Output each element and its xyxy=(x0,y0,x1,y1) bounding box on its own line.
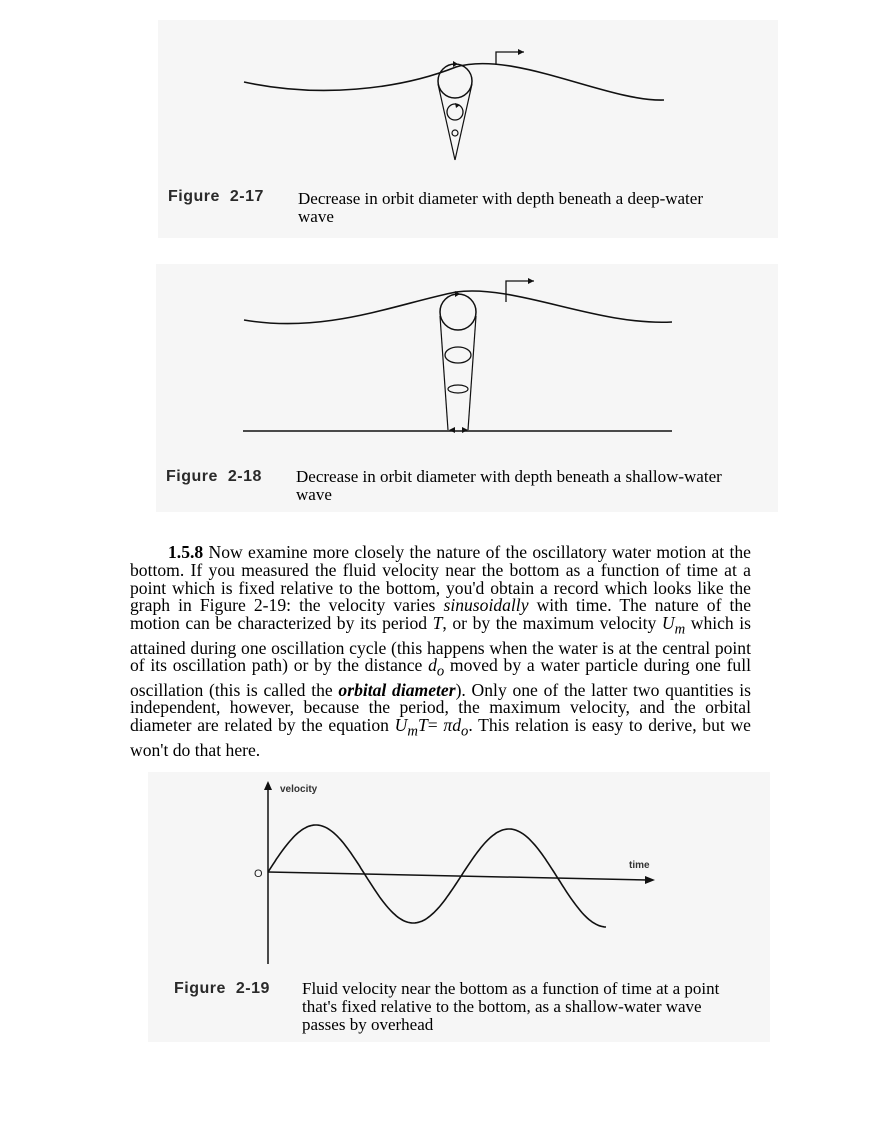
body-paragraph xyxy=(130,544,751,759)
figure-2-19-panel xyxy=(148,772,770,1042)
orbit-ellipse-middle xyxy=(445,347,471,363)
wave-surface xyxy=(244,64,664,100)
figure-2-17-panel xyxy=(158,20,778,238)
bottom-arrow-left xyxy=(449,427,455,433)
orbit-circle-top xyxy=(440,294,476,330)
x-axis-arrow xyxy=(645,876,655,884)
wave-surface xyxy=(244,291,672,324)
x-axis xyxy=(268,872,648,880)
orbit-column-left xyxy=(440,316,448,430)
orbit-circle-large xyxy=(438,64,472,98)
orbit-circle-small xyxy=(452,130,458,136)
orbit-column-right xyxy=(468,316,476,430)
figure-2-17-caption: Decrease in orbit diameter with depth beneath a deep-water wave xyxy=(298,189,703,226)
figure-2-18-label: Figure 2-18 xyxy=(166,468,262,485)
orbit-ellipse-lower xyxy=(448,385,468,393)
x-axis-label: time xyxy=(629,860,650,871)
section-number: 1.5.8 xyxy=(168,542,204,562)
paragraph-1-5-8: 1.5.8 Now examine more closely the nature of the oscillatory water motion at the bottom. If you measured the fluid velocity near the bottom as a function of time at a point which is fixed relative to the bottom, you'd obtain a record which looks like the graph in Figure 2-19: the velocity varies sinusoidally with time. The nature of the motion can be characterized by its period T, or by the maximum velocity $U_m$ which is attained during one oscillation cycle (this happens when the water is at the central point of its oscillation path) or by the distance $d_o$ moved by a water particle during one full oscillation (this is called the orbital diameter). Only one of the latter two quantities is independent, however, because the period, the maximum velocity, and the orbital diameter are related by the equation $U_mT= \pi d_o$. This relation is easy to derive, but we won't do that here. xyxy=(130,542,752,760)
arrow-head xyxy=(518,49,524,55)
y-axis-label: velocity xyxy=(280,784,318,795)
figure-2-19-caption: Fluid velocity near the bottom as a function of time at a point that's fixed relative to the bottom, as a shallow-water wave passes by overhead xyxy=(302,979,720,1034)
figure-2-19-label: Figure 2-19 xyxy=(174,980,270,997)
orbit-circle-medium xyxy=(447,104,463,120)
y-axis-arrow xyxy=(264,781,272,790)
figure-2-17-label: Figure 2-17 xyxy=(168,188,264,205)
bottom-arrow-right xyxy=(462,427,468,433)
arrow-head xyxy=(528,278,534,284)
figure-2-18-panel xyxy=(156,264,778,512)
origin-label: O xyxy=(254,868,263,880)
figure-2-18-caption: Decrease in orbit diameter with depth beneath a shallow-water wave xyxy=(296,467,722,504)
